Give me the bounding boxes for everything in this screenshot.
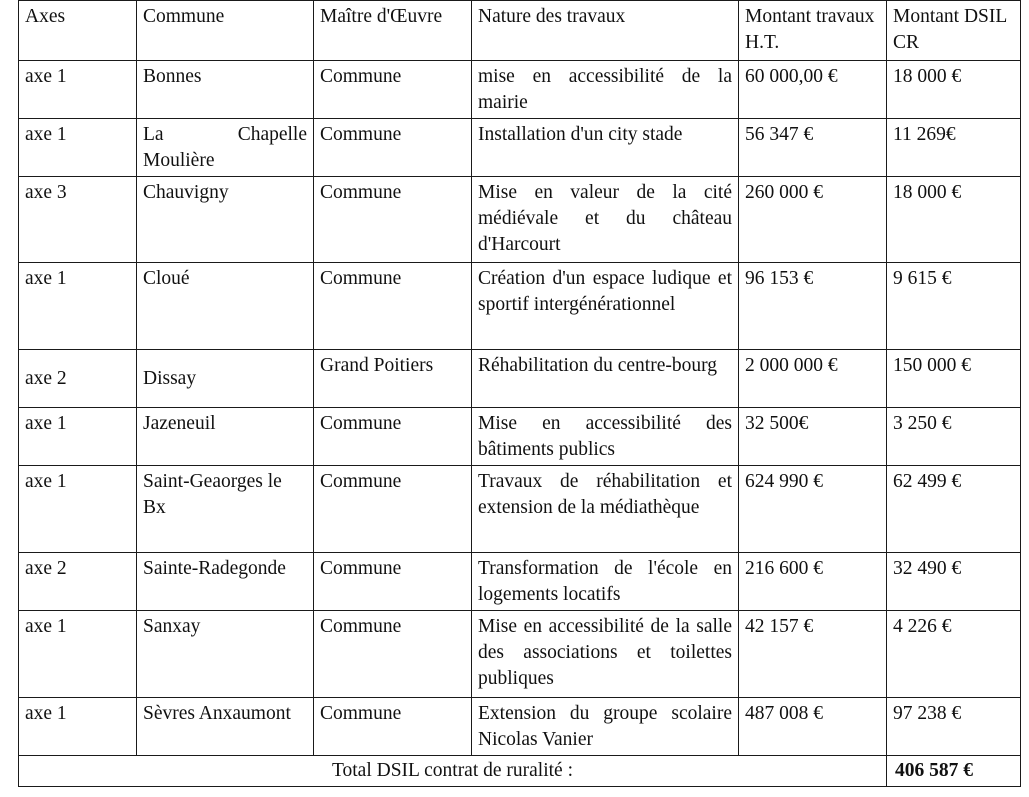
cell-axe: axe 1: [19, 611, 137, 698]
cell-nature: Mise en accessibilité de la salle des associations et toilettes publiques: [472, 611, 739, 698]
cell-montant-dsil: 3 250 €: [887, 408, 1021, 466]
cell-montant-travaux: 60 000,00 €: [739, 61, 887, 119]
cell-axe: axe 1: [19, 263, 137, 350]
dsil-table: [18, 0, 1021, 787]
table-row: [19, 408, 1021, 466]
cell-axe: axe 3: [19, 177, 137, 263]
cell-montant-travaux: 2 000 000 €: [739, 350, 887, 408]
table-row: [19, 553, 1021, 611]
cell-montant-travaux: 624 990 €: [739, 466, 887, 553]
cell-nature: Installation d'un city stade: [472, 119, 739, 177]
header-nature: Nature des travaux: [472, 1, 739, 61]
table-row: [19, 698, 1021, 756]
table-row: [19, 350, 1021, 408]
cell-maitre: Commune: [314, 466, 472, 553]
cell-commune: Chauvigny: [137, 177, 314, 263]
cell-maitre: Commune: [314, 61, 472, 119]
cell-nature: Réhabilitation du centre-bourg: [472, 350, 739, 408]
cell-montant-dsil: 150 000 €: [887, 350, 1021, 408]
header-row: [19, 1, 1021, 61]
cell-nature: Transformation de l'école en logements locatifs: [472, 553, 739, 611]
cell-montant-dsil: 32 490 €: [887, 553, 1021, 611]
cell-maitre: Commune: [314, 611, 472, 698]
total-value: 406 587 €: [887, 756, 1021, 787]
cell-nature: Travaux de réhabilitation et extension de la médiathèque: [472, 466, 739, 553]
cell-axe: axe 1: [19, 119, 137, 177]
cell-axe: axe 2: [19, 553, 137, 611]
header-maitre: Maître d'Œuvre: [314, 1, 472, 61]
table-row: [19, 119, 1021, 177]
table-body: [19, 61, 1021, 787]
cell-commune: Sanxay: [137, 611, 314, 698]
cell-montant-dsil: 4 226 €: [887, 611, 1021, 698]
cell-nature: mise en accessibilité de la mairie: [472, 61, 739, 119]
cell-maitre: Grand Poitiers: [314, 350, 472, 408]
header-montant-travaux: Montant travaux H.T.: [739, 1, 887, 61]
cell-nature: Création d'un espace ludique et sportif intergénérationnel: [472, 263, 739, 350]
cell-maitre: Commune: [314, 119, 472, 177]
cell-axe: axe 2: [19, 350, 137, 408]
cell-montant-travaux: 487 008 €: [739, 698, 887, 756]
cell-montant-travaux: 96 153 €: [739, 263, 887, 350]
cell-montant-dsil: 9 615 €: [887, 263, 1021, 350]
table-row: [19, 61, 1021, 119]
cell-montant-dsil: 11 269€: [887, 119, 1021, 177]
cell-nature: Extension du groupe scolaire Nicolas Vanier: [472, 698, 739, 756]
table-row: [19, 263, 1021, 350]
cell-maitre: Commune: [314, 408, 472, 466]
cell-commune: Sèvres Anxaumont: [137, 698, 314, 756]
cell-montant-travaux: 216 600 €: [739, 553, 887, 611]
cell-montant-dsil: 18 000 €: [887, 177, 1021, 263]
cell-maitre: Commune: [314, 553, 472, 611]
table-row: [19, 177, 1021, 263]
cell-commune: Cloué: [137, 263, 314, 350]
table-header: [19, 1, 1021, 61]
cell-axe: axe 1: [19, 61, 137, 119]
cell-montant-travaux: 56 347 €: [739, 119, 887, 177]
table-row: [19, 611, 1021, 698]
total-row: [19, 756, 1021, 787]
cell-montant-travaux: 42 157 €: [739, 611, 887, 698]
cell-commune: Bonnes: [137, 61, 314, 119]
cell-axe: axe 1: [19, 408, 137, 466]
cell-montant-dsil: 62 499 €: [887, 466, 1021, 553]
cell-commune: La Chapelle Moulière: [137, 119, 314, 177]
table-row: [19, 466, 1021, 553]
cell-commune: Sainte-Radegonde: [137, 553, 314, 611]
header-axes: Axes: [19, 1, 137, 61]
cell-montant-travaux: 32 500€: [739, 408, 887, 466]
cell-commune: Saint-Geaorges le Bx: [137, 466, 314, 553]
cell-nature: Mise en valeur de la cité médiévale et du château d'Harcourt: [472, 177, 739, 263]
cell-commune: Dissay: [137, 350, 314, 408]
header-commune: Commune: [137, 1, 314, 61]
header-montant-dsil: Montant DSIL CR: [887, 1, 1021, 61]
cell-montant-dsil: 97 238 €: [887, 698, 1021, 756]
cell-maitre: Commune: [314, 177, 472, 263]
cell-montant-travaux: 260 000 €: [739, 177, 887, 263]
cell-axe: axe 1: [19, 698, 137, 756]
total-label: Total DSIL contrat de ruralité :: [19, 756, 887, 787]
cell-axe: axe 1: [19, 466, 137, 553]
cell-maitre: Commune: [314, 263, 472, 350]
cell-maitre: Commune: [314, 698, 472, 756]
cell-nature: Mise en accessibilité des bâtiments publics: [472, 408, 739, 466]
cell-montant-dsil: 18 000 €: [887, 61, 1021, 119]
cell-commune: Jazeneuil: [137, 408, 314, 466]
